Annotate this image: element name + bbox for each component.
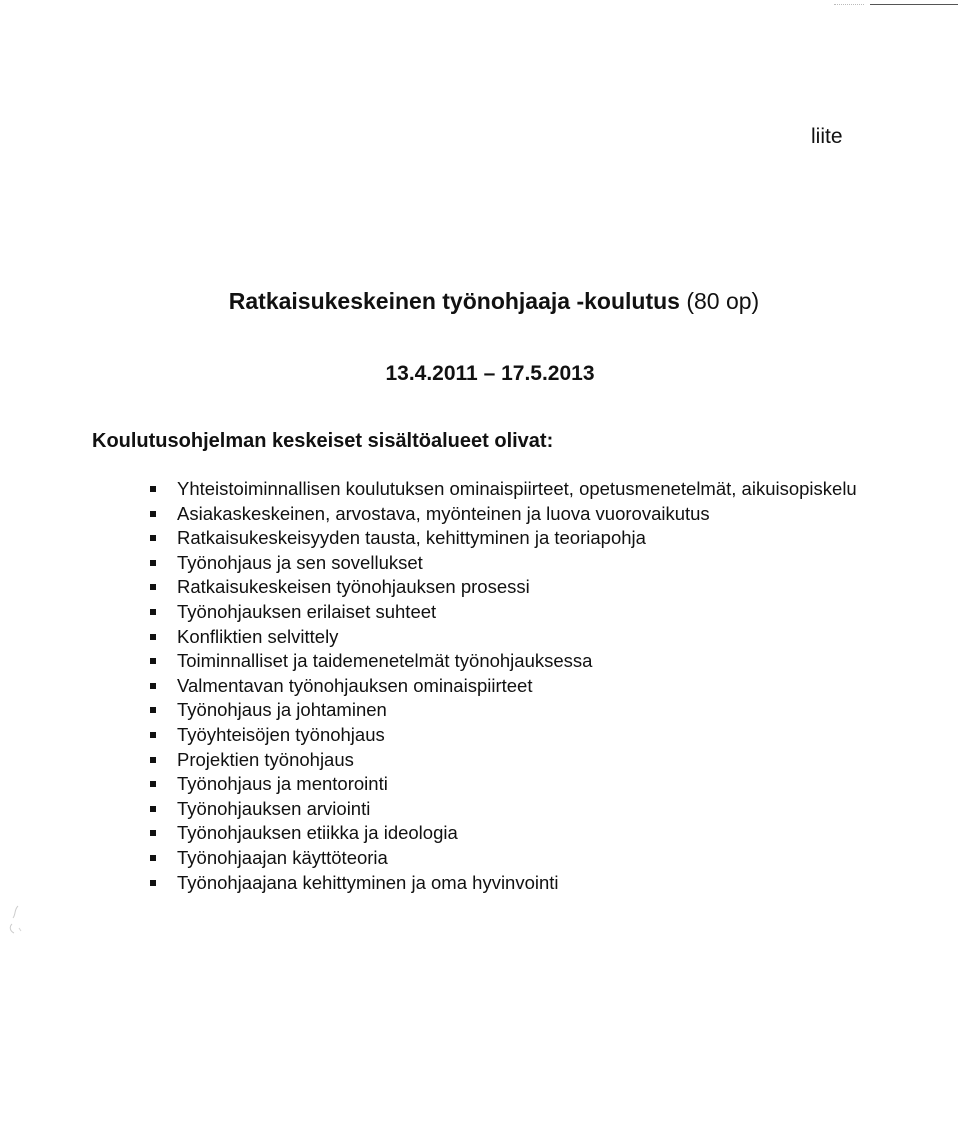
list-item-text: Työyhteisöjen työnohjaus xyxy=(177,723,385,745)
top-edge-rule xyxy=(870,4,958,5)
list-item-text: Työnohjaus ja johtaminen xyxy=(177,699,387,721)
bullet-icon xyxy=(150,781,156,787)
bullet-icon xyxy=(150,634,156,640)
margin-scan-mark xyxy=(4,900,26,940)
bullet-icon xyxy=(150,560,156,566)
bullet-icon xyxy=(150,535,156,541)
list-item-text: Työnohjauksen erilaiset suhteet xyxy=(177,600,437,622)
list-item-text: Ratkaisukeskeisyyden tausta, kehittyminen ja teoriapohja xyxy=(177,527,646,549)
attachment-label: liite xyxy=(811,125,843,148)
bullet-icon xyxy=(150,609,156,615)
list-item-text: Projektien työnohjaus xyxy=(177,748,354,770)
bullet-icon xyxy=(150,732,156,738)
date-range: 13.4.2011 – 17.5.2013 xyxy=(385,362,595,385)
bullet-icon xyxy=(150,584,156,590)
bullet-icon xyxy=(150,707,156,713)
list-item-text: Työnohjaajana kehittyminen ja oma hyvinvointi xyxy=(177,871,559,893)
list-item-text: Ratkaisukeskeisen työnohjauksen prosessi xyxy=(177,576,530,598)
bullet-icon xyxy=(150,757,156,763)
top-edge-dotted-rule xyxy=(834,4,864,5)
title-credits: (80 op) xyxy=(686,288,760,314)
bullet-icon xyxy=(150,511,156,517)
bullet-icon xyxy=(150,855,156,861)
bullet-icon xyxy=(150,683,156,689)
bullet-icon xyxy=(150,658,156,664)
document-title xyxy=(0,285,960,317)
list-item-text: Työnohjaus ja sen sovellukset xyxy=(177,551,423,573)
list-item-text: Toiminnalliset ja taidemenetelmät työnohjauksessa xyxy=(177,650,593,672)
list-item-text: Valmentavan työnohjauksen ominaispiirteet xyxy=(177,674,533,696)
list-item-text: Työnohjauksen etiikka ja ideologia xyxy=(177,822,458,844)
section-heading: Koulutusohjelman keskeiset sisältöalueet olivat: xyxy=(92,430,554,452)
bullet-icon xyxy=(150,486,156,492)
list-item-text: Konfliktien selvittely xyxy=(177,625,339,647)
list-item-text: Yhteistoiminnallisen koulutuksen ominaispiirteet, opetusmenetelmät, aikuisopiskelu xyxy=(177,478,857,499)
title-main: Ratkaisukeskeinen työnohjaaja -koulutus xyxy=(228,288,680,314)
list-item-text: Työnohjaus ja mentorointi xyxy=(177,773,388,795)
bullet-icon xyxy=(150,806,156,812)
bullet-icon xyxy=(150,880,156,886)
bullet-icon xyxy=(150,830,156,836)
list-item-text: Työnohjauksen arviointi xyxy=(177,797,371,819)
list-item-text: Asiakaskeskeinen, arvostava, myönteinen ja luova vuorovaikutus xyxy=(177,502,710,524)
list-item-text: Työnohjaajan käyttöteoria xyxy=(177,846,388,868)
